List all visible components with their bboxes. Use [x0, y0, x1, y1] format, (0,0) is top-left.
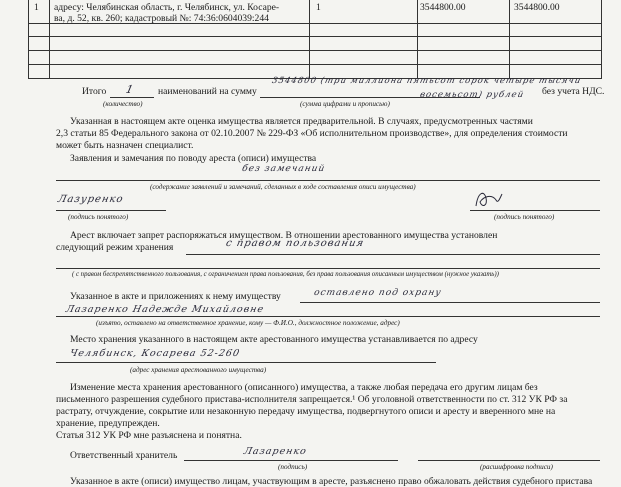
statements-label: Заявления и замечания по поводу ареста (описи) имущества — [70, 153, 317, 164]
itogo-count-handwritten: 1 — [124, 83, 136, 96]
table-cell-price: 3544800.00 — [420, 2, 466, 13]
caption-sum: (сумма цифрами и прописью) — [300, 100, 390, 108]
table-col-divider — [417, 0, 418, 78]
paragraph-line: хранение, предупрежден. — [56, 418, 160, 429]
handover-handwritten: оставлено под охрану — [312, 288, 443, 298]
paragraph-line: растрату, отчуждение, сокрытие или незаконную передачу имущества, подвергнутого описи и аресту и вверенного мне на — [56, 406, 556, 417]
paragraph-line: Статья 312 УК РФ мне разъяснена и понятна. — [56, 430, 242, 441]
arrest-regime-handwritten: с правом пользования — [224, 238, 366, 249]
storage-label: Место хранения указанного в настоящем акте арестованного имущества устанавливается по адресу — [70, 334, 478, 345]
handover-caption: (изъято, оставлено на ответственное хранение, кому — Ф.И.О., должностное положение, адрес) — [96, 319, 400, 327]
itogo-vat-suffix: без учета НДС. — [542, 86, 605, 97]
statements-caption: (содержание заявлений и замечаний, сделанных в ходе составления описи имущества) — [150, 183, 416, 191]
itogo-label: Итого — [82, 86, 107, 97]
paragraph-line: письменного разрешения судебного пристава-исполнителя запрещается.¹ Об уголовной ответственности по ст. 312 УК РФ за — [56, 394, 568, 405]
witness-caption-left: (подпись понятого) — [68, 213, 129, 221]
itogo-names-label: наименований на сумму — [158, 86, 257, 97]
itogo-sum-handwritten: 3544800 (три миллиона пятьсот сорок четыре тысячи — [270, 76, 583, 86]
custodian-signature: Лазаренко — [242, 446, 308, 457]
statements-handwritten: без замечаний — [240, 164, 327, 174]
handover-label: Указанное в акте и приложениях к нему имуществу — [70, 291, 281, 302]
itogo-sum-handwritten: восемьсот) рублей — [418, 90, 526, 100]
storage-caption: (адрес хранения арестованного имущества) — [130, 366, 267, 374]
handover-handwritten-name: Лазаренко Надежде Михайловне — [64, 304, 266, 315]
table-cell-qty: 1 — [316, 2, 321, 13]
paragraph-line: Арест включает запрет распоряжаться имуществом. В отношении арестованного имущества установлен — [70, 230, 498, 241]
paragraph-line: Изменение места хранения арестованного (описанного) имущества, а также любая передача его другим лицам без — [70, 382, 538, 393]
table-cell-num: 1 — [34, 2, 39, 13]
caption-count: (количество) — [103, 100, 143, 108]
table-cell-address: ва, д. 52, кв. 260; кадастровый №: 74:36:0604039:244 — [54, 13, 269, 24]
paragraph-line: Указанная в настоящем акте оценка имущества является предварительной. В случаях, предусмотренных частями — [70, 116, 533, 127]
table-col-divider — [49, 0, 50, 78]
paragraph-line: 2,3 статьи 85 Федерального закона от 02.10.2007 № 229-ФЗ «Об исполнительном производстве», для определения стоимости — [56, 128, 568, 139]
custodian-caption-sign: (подпись) — [278, 463, 308, 471]
table-row-divider — [29, 64, 601, 65]
storage-handwritten: Челябинск, Косарева 52-260 — [68, 348, 242, 359]
table-row-divider — [29, 50, 601, 51]
witness-caption-right: (подпись понятого) — [494, 213, 555, 221]
paragraph-line: следующий режим хранения — [56, 242, 174, 253]
table-col-divider — [509, 0, 510, 78]
custodian-caption-decode: (расшифровка подписи) — [480, 463, 553, 471]
custodian-label: Ответственный хранитель — [70, 450, 178, 461]
witness-signature-left: Лазуренко — [56, 194, 125, 205]
table-cell-sum: 3544800.00 — [514, 2, 560, 13]
arrest-caption: ( с правом беспрепятственного пользования, с ограничением права пользования, без права пользования описанным имуществом (нужное указать)) — [72, 271, 499, 278]
paragraph-line: может быть назначен специалист. — [56, 140, 194, 151]
witness-signature-right — [470, 188, 506, 210]
table-row-divider — [29, 36, 601, 37]
footer-cut-line: Указанное в акте (описи) имущество лицам, участвующим в аресте, разъяснено право обжаловать действия судебного пристава — [70, 476, 593, 487]
table-col-divider — [309, 0, 310, 78]
table-cell-address: адресу: Челябинская область, г. Челябинск, ул. Косаре- — [54, 2, 280, 13]
